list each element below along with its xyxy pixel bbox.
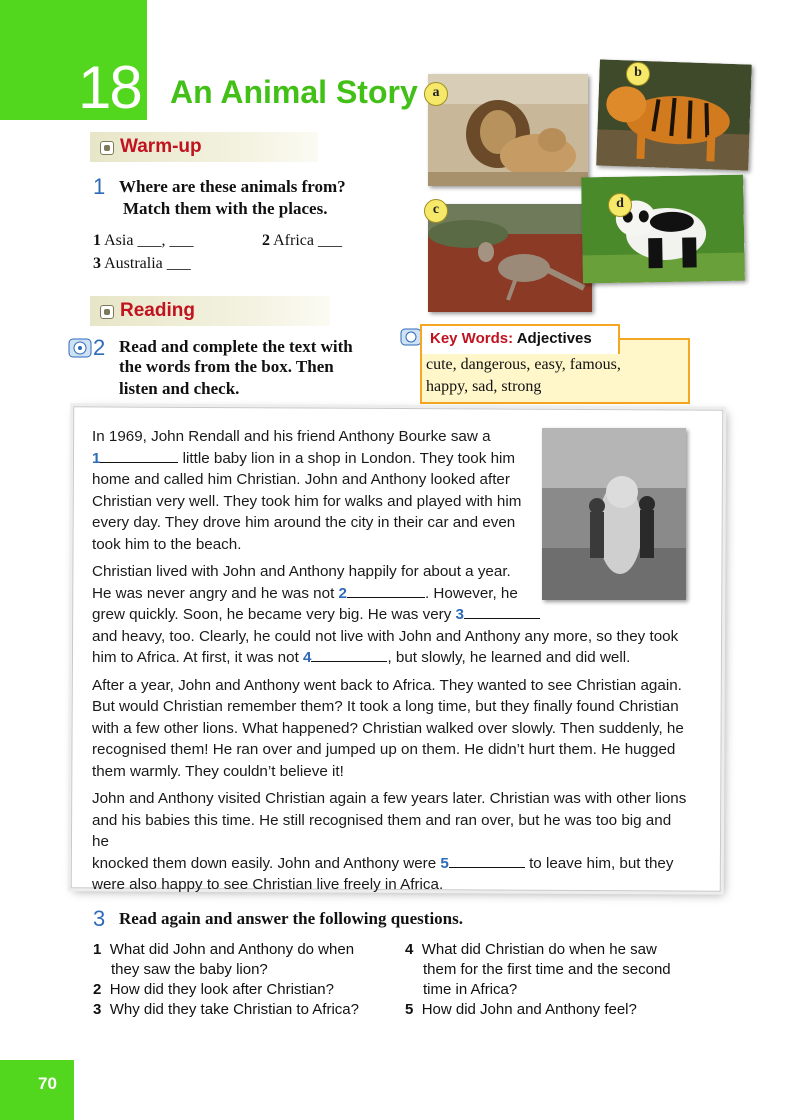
question-1: 1 What did John and Anthony do when bbox=[93, 941, 355, 958]
story-line: knocked them down easily. John and Anthony were 5 to leave him, but they bbox=[92, 854, 674, 872]
blank-2[interactable] bbox=[347, 583, 425, 598]
reading-label: Reading bbox=[120, 300, 195, 321]
photo-b-label: b bbox=[626, 62, 650, 86]
story-text bbox=[92, 426, 692, 896]
photo-a-label: a bbox=[424, 82, 448, 106]
blank-4[interactable] bbox=[311, 647, 387, 662]
key-words-cd-icon bbox=[400, 328, 422, 346]
blank-4-number: 4 bbox=[303, 649, 312, 666]
exercise-3-number: 3 bbox=[93, 906, 106, 931]
unit-title: An Animal Story bbox=[170, 74, 418, 110]
match-item-number: 2 bbox=[262, 232, 270, 249]
match-item-text: Australia ___ bbox=[104, 255, 191, 272]
unit-number: 18 bbox=[78, 54, 141, 121]
blank-3-number: 3 bbox=[455, 606, 464, 623]
section-bullet-icon bbox=[100, 305, 114, 319]
story-line: him to Africa. At first, it was not 4 , but slowly, he learned and did well. bbox=[92, 649, 631, 666]
key-words-label: Key Words: bbox=[430, 330, 514, 347]
story-line: took him to the beach. bbox=[92, 535, 242, 553]
question-5: 5 How did John and Anthony feel? bbox=[405, 1001, 637, 1018]
question-4-cont: them for the first time and the second bbox=[423, 961, 671, 978]
photo-kangaroo bbox=[428, 204, 592, 312]
match-item-number: 3 bbox=[93, 255, 101, 272]
blank-5[interactable] bbox=[449, 853, 525, 868]
match-item-text: Asia ___, ___ bbox=[104, 232, 194, 249]
story-line: In 1969, John Rendall and his friend Anthony Bourke saw a bbox=[92, 428, 491, 445]
blank-1-number: 1 bbox=[92, 449, 101, 467]
story-line: them warmly. They couldn’t believe it! bbox=[92, 762, 344, 780]
blank-5-number: 5 bbox=[440, 854, 449, 872]
photo-tiger bbox=[596, 59, 752, 170]
key-words-category: Adjectives bbox=[516, 330, 592, 347]
photo-lions bbox=[428, 74, 588, 186]
exercise-2-instruction-line3: listen and check. bbox=[119, 379, 240, 398]
exercise-1-question-line1: Where are these animals from? bbox=[119, 177, 346, 196]
question-4-cont: time in Africa? bbox=[423, 981, 518, 998]
warmup-label: Warm-up bbox=[120, 136, 202, 157]
question-list-right bbox=[405, 940, 725, 1020]
blank-2-number: 2 bbox=[338, 584, 347, 602]
story-line: every day. They drove him around the city in their car and even bbox=[92, 514, 516, 531]
story-line: home and called him Christian. John and Anthony looked after bbox=[92, 471, 510, 488]
key-words-line2: happy, sad, strong bbox=[426, 378, 542, 395]
match-item-number: 1 bbox=[93, 232, 101, 249]
page-number-tab bbox=[0, 1060, 74, 1120]
photo-panda bbox=[581, 175, 745, 284]
question-1-cont: they saw the baby lion? bbox=[111, 961, 268, 978]
story-line: John and Anthony visited Christian again a few years later. Christian was with other lions bbox=[92, 790, 687, 807]
question-2: 2 How did they look after Christian? bbox=[93, 981, 334, 998]
story-line: were also happy to see Christian live freely in Africa. bbox=[92, 876, 444, 893]
exercise-2-instruction-line2: the words from the box. Then bbox=[119, 357, 334, 376]
photo-d-label: d bbox=[608, 193, 632, 217]
key-words-line1: cute, dangerous, easy, famous, bbox=[426, 356, 621, 373]
story-line: He was never angry and he was not 2 . However, he bbox=[92, 584, 518, 602]
match-item bbox=[262, 232, 342, 250]
exercise-2-instruction-line1: Read and complete the text with bbox=[119, 337, 353, 356]
story-line: 1 little baby lion in a shop in London. They took him bbox=[92, 449, 516, 467]
story-line: and heavy, too. Clearly, he could not live with John and Anthony any more, so they took bbox=[92, 627, 679, 645]
match-item-text: Africa ___ bbox=[273, 232, 342, 249]
story-line: But would Christian remember them? It took a long time, but they finally found Christian bbox=[92, 698, 679, 715]
question-list-left bbox=[93, 940, 393, 1020]
match-item bbox=[93, 255, 191, 273]
story-line: grew quickly. Soon, he became very big. He was very 3 bbox=[92, 604, 692, 626]
question-4: 4 What did Christian do when he saw bbox=[405, 941, 657, 958]
warmup-section-bar bbox=[90, 132, 318, 162]
blank-1[interactable] bbox=[100, 448, 178, 463]
story-line: recognised them! He ran over and jumped up on them. He didn’t hurt them. He hugged bbox=[92, 741, 676, 758]
exercise-1-number: 1 bbox=[93, 174, 106, 199]
audio-cd-icon[interactable] bbox=[68, 338, 92, 358]
story-line: After a year, John and Anthony went back to Africa. They wanted to see Christian again. bbox=[92, 676, 682, 694]
exercise-1-question-line2: Match them with the places. bbox=[123, 199, 328, 218]
exercise-2-number: 2 bbox=[93, 335, 106, 360]
story-line: Christian very well. They took him for walks and played with him bbox=[92, 492, 522, 510]
page-number: 70 bbox=[38, 1074, 57, 1093]
match-item bbox=[93, 232, 193, 250]
photo-c-label: c bbox=[424, 199, 448, 223]
section-bullet-icon bbox=[100, 141, 114, 155]
story-line: Christian lived with John and Anthony happily for about a year. bbox=[92, 563, 511, 580]
story-line: and his babies this time. He still recognised them and ran over, but he was too big and he bbox=[92, 811, 672, 850]
question-3: 3 Why did they take Christian to Africa? bbox=[93, 1001, 359, 1018]
reading-section-bar bbox=[90, 296, 330, 326]
blank-3[interactable] bbox=[464, 604, 540, 619]
exercise-3-instruction: Read again and answer the following questions. bbox=[119, 909, 463, 928]
key-words-heading bbox=[430, 330, 592, 347]
story-line: with a few other lions. What happened? Christian walked over slowly. Then suddenly, he bbox=[92, 719, 684, 737]
